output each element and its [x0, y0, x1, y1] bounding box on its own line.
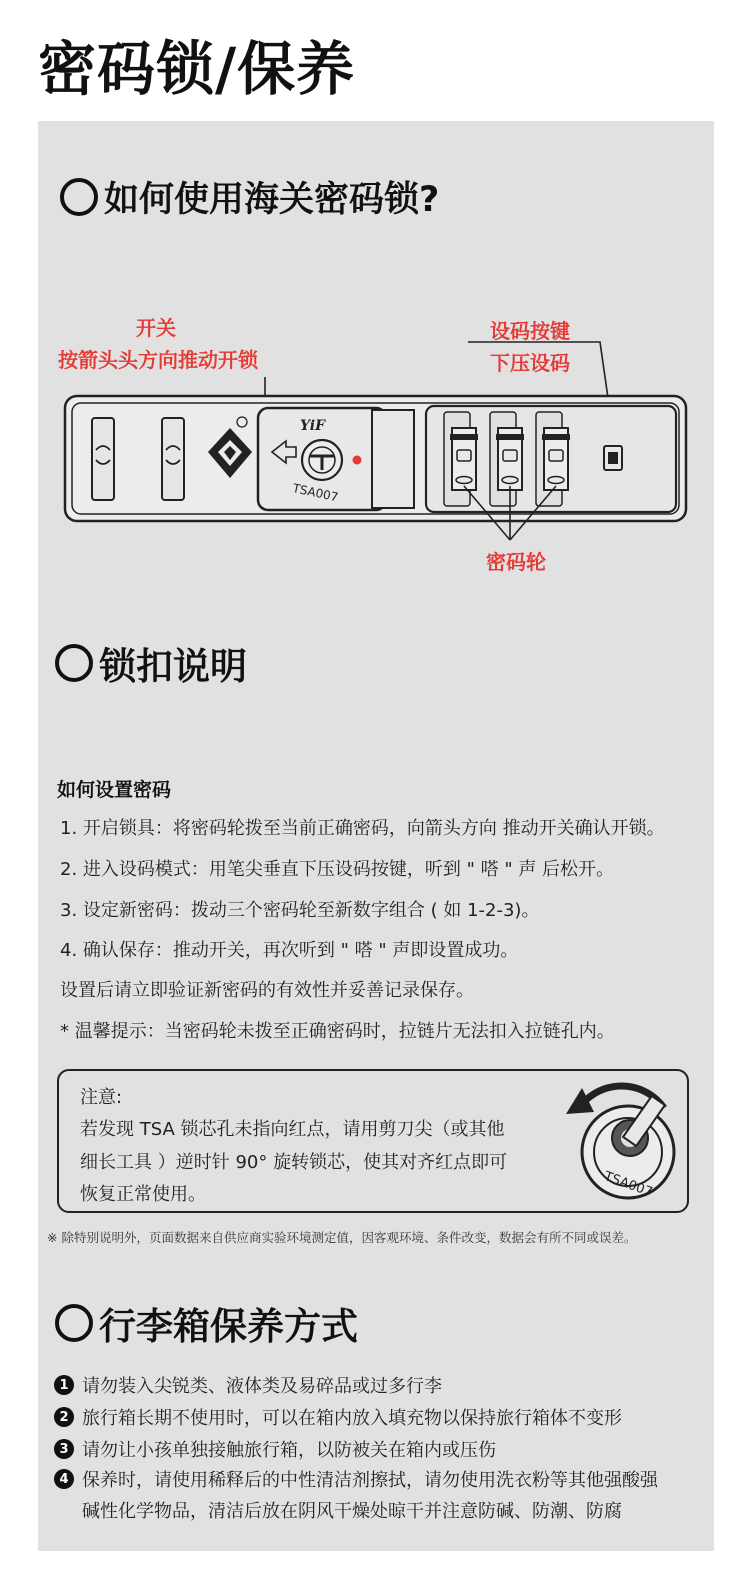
step-3: 3. 设定新密码：拨动三个密码轮至新数字组合 ( 如 1-2-3)。	[60, 900, 540, 921]
care-item-1	[54, 1372, 442, 1398]
number-badge-icon: 4	[54, 1469, 74, 1489]
care-text: 保养时，请使用稀释后的中性清洁剂擦拭，请勿使用洗衣粉等其他强酸强	[82, 1470, 658, 1491]
switch-desc: 按箭头头方向推动开锁	[58, 348, 258, 372]
number-badge-icon: 3	[54, 1439, 74, 1459]
care-item-2	[54, 1404, 622, 1430]
page-title: 密码锁/保养	[38, 35, 356, 103]
section-title-lock	[55, 636, 247, 690]
number-badge-icon: 2	[54, 1407, 74, 1427]
care-text: 请勿装入尖锐类、液体类及易碎品或过多行李	[82, 1376, 442, 1397]
care-item-4	[54, 1466, 658, 1492]
section-title-tsa	[60, 172, 439, 222]
set-button-desc: 下压设码	[490, 351, 570, 375]
disclaimer: ※ 除特别说明外，页面数据来自供应商实验环境测定值，因客观环境、条件改变，数据会有所不同或误差。	[47, 1230, 637, 1245]
switch-label: 开关	[136, 316, 176, 340]
verify-note: 设置后请立即验证新密码的有效性并妥善记录保存。	[60, 980, 474, 1001]
section-title-care	[55, 1296, 358, 1350]
lock-code: TSA007	[291, 481, 340, 505]
set-password-heading: 如何设置密码	[57, 779, 172, 801]
lock-brand: YiF	[300, 418, 326, 434]
circle-bullet-icon	[55, 1304, 93, 1342]
circle-bullet-icon	[55, 644, 93, 682]
note-line-2: 细长工具 ）逆时针 90° 旋转锁芯，使其对齐红点即可	[80, 1152, 508, 1173]
note-line-1: 若发现 TSA 锁芯孔未指向红点，请用剪刀尖（或其他	[80, 1119, 505, 1140]
warm-tip: * 温馨提示：当密码轮未拨至正确密码时，拉链片无法扣入拉链孔内。	[60, 1021, 615, 1042]
section-title-text: 如何使用海关密码锁?	[104, 180, 440, 220]
step-4: 4. 确认保存：推动开关，再次听到 " 嗒 " 声即设置成功。	[60, 940, 519, 961]
care-item-3	[54, 1436, 496, 1462]
care-item-4-cont: 碱性化学物品，清洁后放在阴风干燥处晾干并注意防碱、防潮、防腐	[82, 1501, 622, 1522]
tsa-lock-diagram	[60, 300, 700, 580]
section-title-text: 锁扣说明	[99, 645, 247, 688]
set-button-label: 设码按键	[490, 319, 570, 343]
circle-bullet-icon	[60, 178, 98, 216]
step-2: 2. 进入设码模式：用笔尖垂直下压设码按键，听到 " 嗒 " 声 后松开。	[60, 859, 615, 880]
note-line-3: 恢复正常使用。	[80, 1184, 206, 1205]
care-text: 旅行箱长期不使用时，可以在箱内放入填充物以保持旅行箱体不变形	[82, 1408, 622, 1429]
rotate-lock-icon	[546, 1078, 686, 1206]
number-badge-icon: 1	[54, 1375, 74, 1395]
wheel-label: 密码轮	[486, 550, 546, 574]
section-title-text: 行李箱保养方式	[99, 1305, 358, 1348]
note-heading: 注意:	[80, 1087, 123, 1108]
care-text: 请勿让小孩单独接触旅行箱，以防被关在箱内或压伤	[82, 1440, 496, 1461]
step-1: 1. 开启锁具：将密码轮拨至当前正确密码，向箭头方向 推动开关确认开锁。	[60, 818, 665, 839]
lock-code-small: TSA007	[602, 1169, 655, 1201]
